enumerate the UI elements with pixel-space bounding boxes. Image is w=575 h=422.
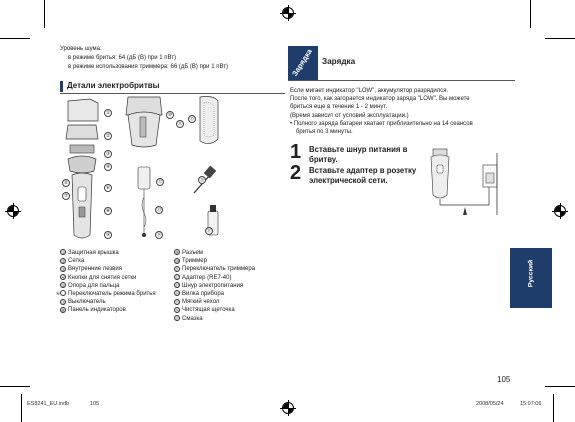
noise-title: Уровень шума: — [60, 46, 102, 52]
noise-line-1: в режиме бритья: 64 (дБ (В) при 1 пВт) — [68, 55, 177, 61]
crop-mark — [545, 38, 575, 39]
charging-illustration — [425, 145, 515, 225]
parts-legend-col-2 — [174, 249, 286, 323]
callout-7: ⑦ — [63, 194, 69, 199]
list-item: ⑰ Смазка — [175, 315, 203, 322]
list-item: ③ Внутренние лезвия — [61, 266, 122, 273]
charging-body: Если мигает индикатор "LOW", аккумулятор разрядился. После того, как загорается индикатор зарядa "LOW". Вы можете бриться еще в течение 1 - 2 минут. (Время зависит от условий эксплуатации.) • Полного заряда батареи хватает приблизительно на 14 сеансов бритья по 3 минуты. — [290, 88, 473, 136]
crop-mark — [21, 394, 22, 422]
callout-15: ⑮ — [189, 117, 195, 122]
list-item: ② Сетка — [61, 258, 85, 265]
crop-mark — [0, 38, 30, 39]
language-tab: Русский — [510, 248, 552, 308]
registration-mark-icon — [552, 203, 568, 219]
footer-file: ES8241_EU.indb — [27, 401, 70, 407]
list-item: ⑦ Выключатель — [61, 299, 106, 306]
callout-3: ③ — [105, 152, 111, 157]
callout-14: ⑭ — [156, 233, 162, 238]
list-item: ⑭ Вилка прибора — [175, 291, 224, 298]
registration-mark-icon — [280, 400, 296, 416]
page-number: 105 — [497, 375, 511, 384]
crop-mark — [545, 386, 575, 387]
noise-line-2: в режиме использования триммера: 66 (дБ (В) при 1 пВт) — [68, 64, 228, 70]
list-item: ⑫ Адаптер (RE7-40) — [175, 274, 232, 281]
list-item: ⑩ Триммер — [175, 258, 207, 265]
list-item: ⑯ Чистящая щеточка — [175, 307, 235, 314]
callout-8: ⑧ — [105, 209, 111, 214]
list-item: ⑪ Переключатель триммера — [175, 266, 256, 273]
crop-mark — [530, 0, 531, 28]
parts-legend-col-1 — [55, 249, 168, 315]
callout-16: ⑯ — [199, 178, 205, 183]
section-divider — [288, 80, 515, 81]
footer-time: 15:07:06 — [520, 401, 542, 407]
parts-header: Детали электробритвы — [60, 80, 285, 94]
list-item: ⑤ Опора для пальца — [61, 282, 120, 289]
callout-9: ⑨ — [105, 233, 111, 238]
callout-1: ① — [105, 111, 111, 116]
registration-mark-icon — [280, 5, 296, 21]
list-item: ⑧ Панель индикаторов — [61, 307, 126, 314]
callout-12: ⑫ — [157, 180, 163, 185]
shaver-parts-illustration — [58, 95, 258, 245]
registration-mark-icon — [5, 203, 21, 219]
charging-tab: Зарядка — [288, 46, 318, 80]
list-item: ⑥ Переключатель режима бритья — [55, 291, 156, 298]
callout-17: ⑰ — [206, 229, 212, 234]
footer-date: 2008/05/24 — [476, 401, 504, 407]
callout-6: ⑥ — [105, 186, 111, 191]
list-item: ① Защитная крышка — [61, 250, 119, 256]
list-item: ⑬ Шнур электропитания — [175, 282, 244, 289]
list-item: ⑨ Разъем — [175, 250, 203, 256]
crop-mark — [44, 0, 45, 28]
callout-10: ⑩ — [167, 113, 173, 118]
callout-4: ④ — [105, 165, 111, 170]
charging-title: Зарядка — [322, 57, 356, 66]
footer-page: 105 — [90, 401, 100, 407]
list-item: ⑮ Мягкий чехол — [175, 299, 220, 306]
callout-5: ⑤ — [63, 181, 69, 186]
crop-mark — [553, 394, 554, 422]
callout-2: ② — [105, 134, 111, 139]
callout-13: ⑬ — [156, 208, 162, 213]
callout-11: ⑪ — [177, 122, 183, 127]
crop-mark — [0, 386, 30, 387]
list-item: ④ Кнопки для снятия сетки — [61, 274, 137, 281]
